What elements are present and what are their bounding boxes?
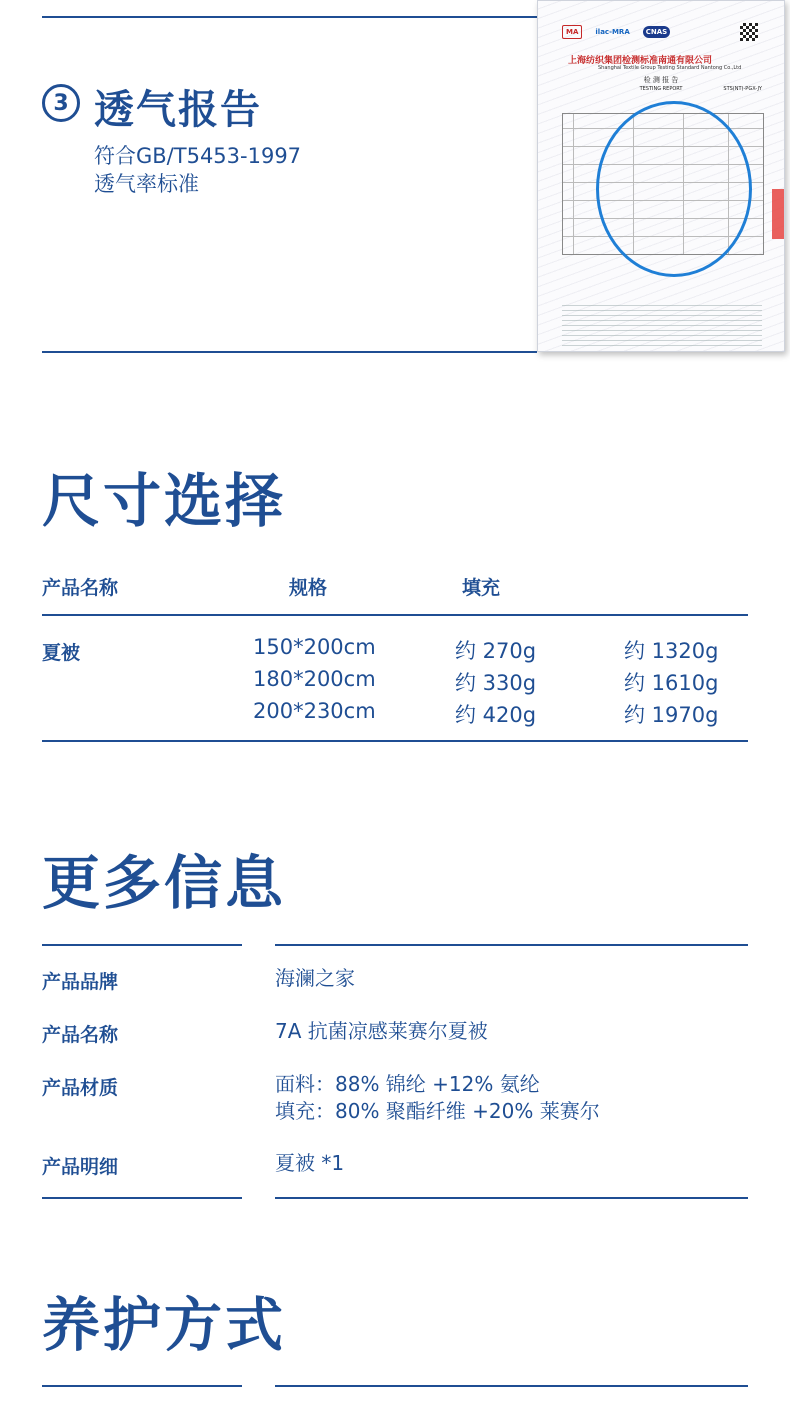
care-divider-right [275,1385,748,1387]
info-value-contents: 夏被 *1 [275,1151,345,1175]
material-fabric: 面料：88% 锦纶 +12% 氨纶 [275,1072,540,1096]
info-value-brand: 海澜之家 [275,966,355,990]
table-header-spec: 规格 [289,577,328,599]
table-cell-weight: 约 1970g [624,703,719,727]
breathability-line: 透气率标准 [94,172,199,196]
care-section-title: 养护方式 [42,1291,287,1359]
report-company-en: Shanghai Textile Group Testing Standard Nantong Co.,Ltd [598,65,742,71]
magnifier-circle [596,101,752,277]
info-bottom-divider-right [275,1197,748,1199]
top-divider [42,16,537,18]
table-cell-weight: 约 1610g [624,671,719,695]
ma-logo: MA [562,25,582,39]
info-value-name: 7A 抗菌凉感莱赛尔夏被 [275,1019,488,1043]
table-product-name: 夏被 [42,642,81,664]
care-divider-left [42,1385,242,1387]
info-divider-right [275,944,748,946]
table-header-fill: 填充 [462,577,501,599]
table-cell-weight: 约 1320g [624,639,719,663]
table-bottom-divider [42,740,748,742]
certification-logos [562,25,670,39]
info-label-name: 产品名称 [42,1024,119,1046]
info-value-material [275,1071,600,1125]
info-bottom-divider-left [42,1197,242,1199]
table-cell-fill: 约 270g [455,639,537,663]
table-cell-fill: 约 330g [455,671,537,695]
table-header-product: 产品名称 [42,577,119,599]
qr-code-icon [740,23,758,41]
info-section-title: 更多信息 [42,849,287,917]
report-fine-print [562,301,762,346]
table-cell-spec: 180*200cm [253,667,376,691]
table-cell-spec: 150*200cm [253,635,376,659]
testing-report-image [537,0,785,352]
breathability-description [94,142,301,198]
report-company: 上海纺织集团检测标准南通有限公司 [568,56,713,66]
section-number-badge: 3 [42,84,80,122]
breathability-title: 透气报告 [94,87,262,133]
info-label-brand: 产品品牌 [42,971,119,993]
info-label-contents: 产品明细 [42,1156,119,1178]
table-header-divider [42,614,748,616]
size-section-title: 尺寸选择 [42,467,287,535]
breathability-line: 符合GB/T5453-1997 [94,144,302,168]
report-title: 检 测 报 告 [643,76,679,84]
cnas-logo: CNAS [643,26,670,38]
report-number: STS(NT)-PGX-JY [723,86,762,92]
report-stamp [772,189,784,239]
ilac-logo: ilac-MRA [595,28,630,36]
info-divider-left [42,944,242,946]
table-cell-spec: 200*230cm [253,699,376,723]
material-filling: 填充：80% 聚酯纤维 +20% 莱赛尔 [275,1099,600,1123]
table-cell-fill: 约 420g [455,703,537,727]
report-title-en: TESTING REPORT [639,86,683,92]
info-label-material: 产品材质 [42,1077,119,1099]
section-divider [42,351,537,353]
